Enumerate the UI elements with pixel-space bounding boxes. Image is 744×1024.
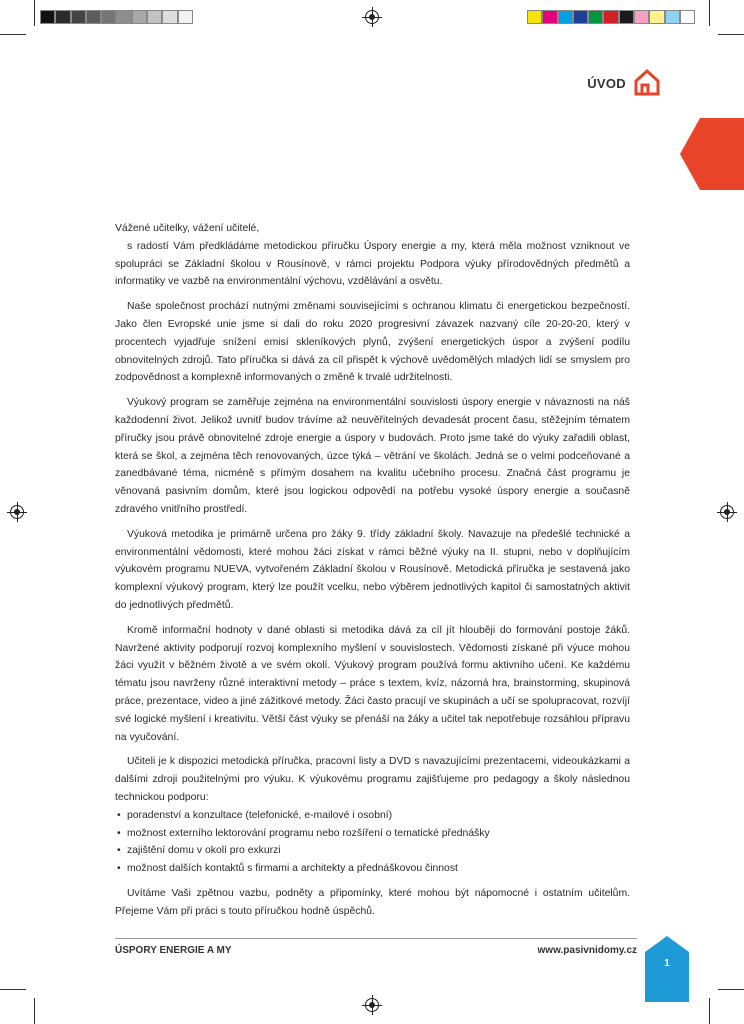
crop-mark [0,989,26,990]
list-item: • možnost externího lektorování programu nebo rozšíření o tematické přednášky [115,825,630,843]
footer-website-link[interactable]: www.pasivnidomy.cz [537,945,637,956]
paragraph: Učiteli je k dispozici metodická příručka, pracovní listy a DVD s navazujícími prezentacemi, videoukázkami a dalšími zdroji použitelnými pro výuku. K výukovému programu zajišťujeme pro pedagogy a školy následnou technickou podporu: [115,756,630,803]
calibration-swatch [178,10,193,24]
calibration-swatch [116,10,131,24]
calibration-swatch [619,10,634,24]
calibration-swatch [680,10,695,24]
crop-mark [34,0,35,26]
calibration-swatch [162,10,177,24]
calibration-swatch [86,10,101,24]
calibration-swatch [55,10,70,24]
calibration-swatch [634,10,649,24]
crop-mark [718,989,744,990]
paragraph: Výukový program se zaměřuje zejména na environmentální souvislosti úspory energie v návaznosti na náš každodenní život. Jelikož uvnitř budov trávíme až neuvěřitelných devadesát procent času, stěžejním tématem příručky jsou právě obnovitelné zdroje energie a úspory v budovách. Proto jsme také do výuky zařadili oblast, která se škol, a zejména těch renovovaných, úzce týká – větrání ve školách. Jedná se o velmi podceňované a zanedbávané téma, nicméně s přímým dosahem na kvalitu učebního procesu. Značná část programu je věnovaná pasivním domům, které jsou logickou odpovědí na potřebu vysoké úspory energie a současně zdravého vnitřního prostředí. [115,397,630,515]
footer-divider [115,938,637,939]
calibration-swatch [147,10,162,24]
calibration-swatch [603,10,618,24]
chapter-tab-marker [680,118,744,190]
crop-mark [0,34,26,35]
list-item: • poradenství a konzultace (telefonické, e-mailové i osobní) [115,807,630,825]
section-title: ÚVOD [587,76,626,91]
grayscale-calibration-bar [40,10,193,24]
list-item: • možnost dalších kontaktů s firmami a architekty a přednáškovou činnost [115,860,630,878]
registration-mark-icon [10,505,24,519]
registration-mark-icon [365,10,379,24]
house-icon [634,68,660,96]
list-item: • zajištění domu v okolí pro exkurzi [115,842,630,860]
support-list [115,807,630,878]
calibration-swatch [558,10,573,24]
crop-mark [709,0,710,26]
calibration-swatch [588,10,603,24]
calibration-swatch [101,10,116,24]
closing-paragraph: Uvítáme Vaši zpětnou vazbu, podněty a připomínky, které mohou být nápomocné i ostatním učitelům. Přejeme Vám při práci s touto příručkou hodně úspěchů. [115,887,630,917]
greeting: Vážené učitelky, vážení učitelé, [115,223,260,234]
calibration-swatch [665,10,680,24]
crop-mark [709,998,710,1024]
paragraph: Výuková metodika je primárně určena pro žáky 9. třídy základní školy. Navazuje na předešlé technické a environmentální vědomosti, které mohou žáci získat v rámci běžné výuky na II. stupni, nebo v doplňujícím výukovém programu NUEVA, vytvořeném Základní školou v Rousínově. Metodická příručka je sestavená jako komplexní výukový program, který lze použít vcelku, nebo výběrem jednotlivých kapitol či samostatných aktivit do jednotlivých předmětů. [115,528,630,611]
paragraph: Kromě informační hodnoty v dané oblasti si metodika dává za cíl jít hlouběji do formování postoje žáků. Navržené aktivity podporují rozvoj komplexního myšlení v souvislostech. Vědomosti získané při výuce mohou žáci využít v běžném životě a ve svém okolí. Výukový program používá formu aktivního učení. Ke každému tématu jsou navrženy různé interaktivní metody – práce s textem, kvíz, názorná hra, brainstorming, skupinová práce, prezentace, video a jiné zážitkové metody. Žáci často pracují ve skupinách a učí se spolupracovat, rozvíjí své logické myšlení i kreativitu. Větší část výuky se přenáší na žáky a učitel tak nepotřebuje rozsáhlou přípravu na vyučování. [115,624,630,743]
footer-publication-title: ÚSPORY ENERGIE A MY [115,945,232,956]
paragraph: Naše společnost prochází nutnými změnami souvisejícími s ochranou klimatu či energetickou bezpečností. Jako člen Evropské unie jsme si dali do roku 2020 progresivní závazek nazvaný cíle 20-20-20, který v procentech vyjadřuje snížení emisí skleníkových plynů, zvýšení energetických úspor a zvýšení podílu obnovitelných zdrojů. Tato příručka si dává za cíl přispět k výchově uvědomělých mladých lidí se smyslem pro zodpovědnost a komplexně informovaných o změně k trvalé udržitelnosti. [115,301,630,384]
calibration-swatch [527,10,542,24]
calibration-swatch [40,10,55,24]
page-number-marker [645,936,689,1002]
calibration-swatch [542,10,557,24]
crop-mark [34,998,35,1024]
registration-mark-icon [720,505,734,519]
color-calibration-bar [527,10,695,24]
main-text [115,220,630,927]
calibration-swatch [649,10,664,24]
calibration-swatch [71,10,86,24]
crop-mark [718,34,744,35]
page-number: 1 [664,958,670,969]
paragraph: s radostí Vám předkládáme metodickou příručku Úspory energie a my, která měla možnost vzniknout ve spolupráci se Základní školou v Rousínově, v rámci projektu Podpora výuky přírodovědných předmětů a informatiky ve vazbě na environmentální výchovu, vzdělávání a osvětu. [115,240,630,288]
calibration-swatch [573,10,588,24]
calibration-swatch [132,10,147,24]
registration-mark-icon [365,998,379,1012]
